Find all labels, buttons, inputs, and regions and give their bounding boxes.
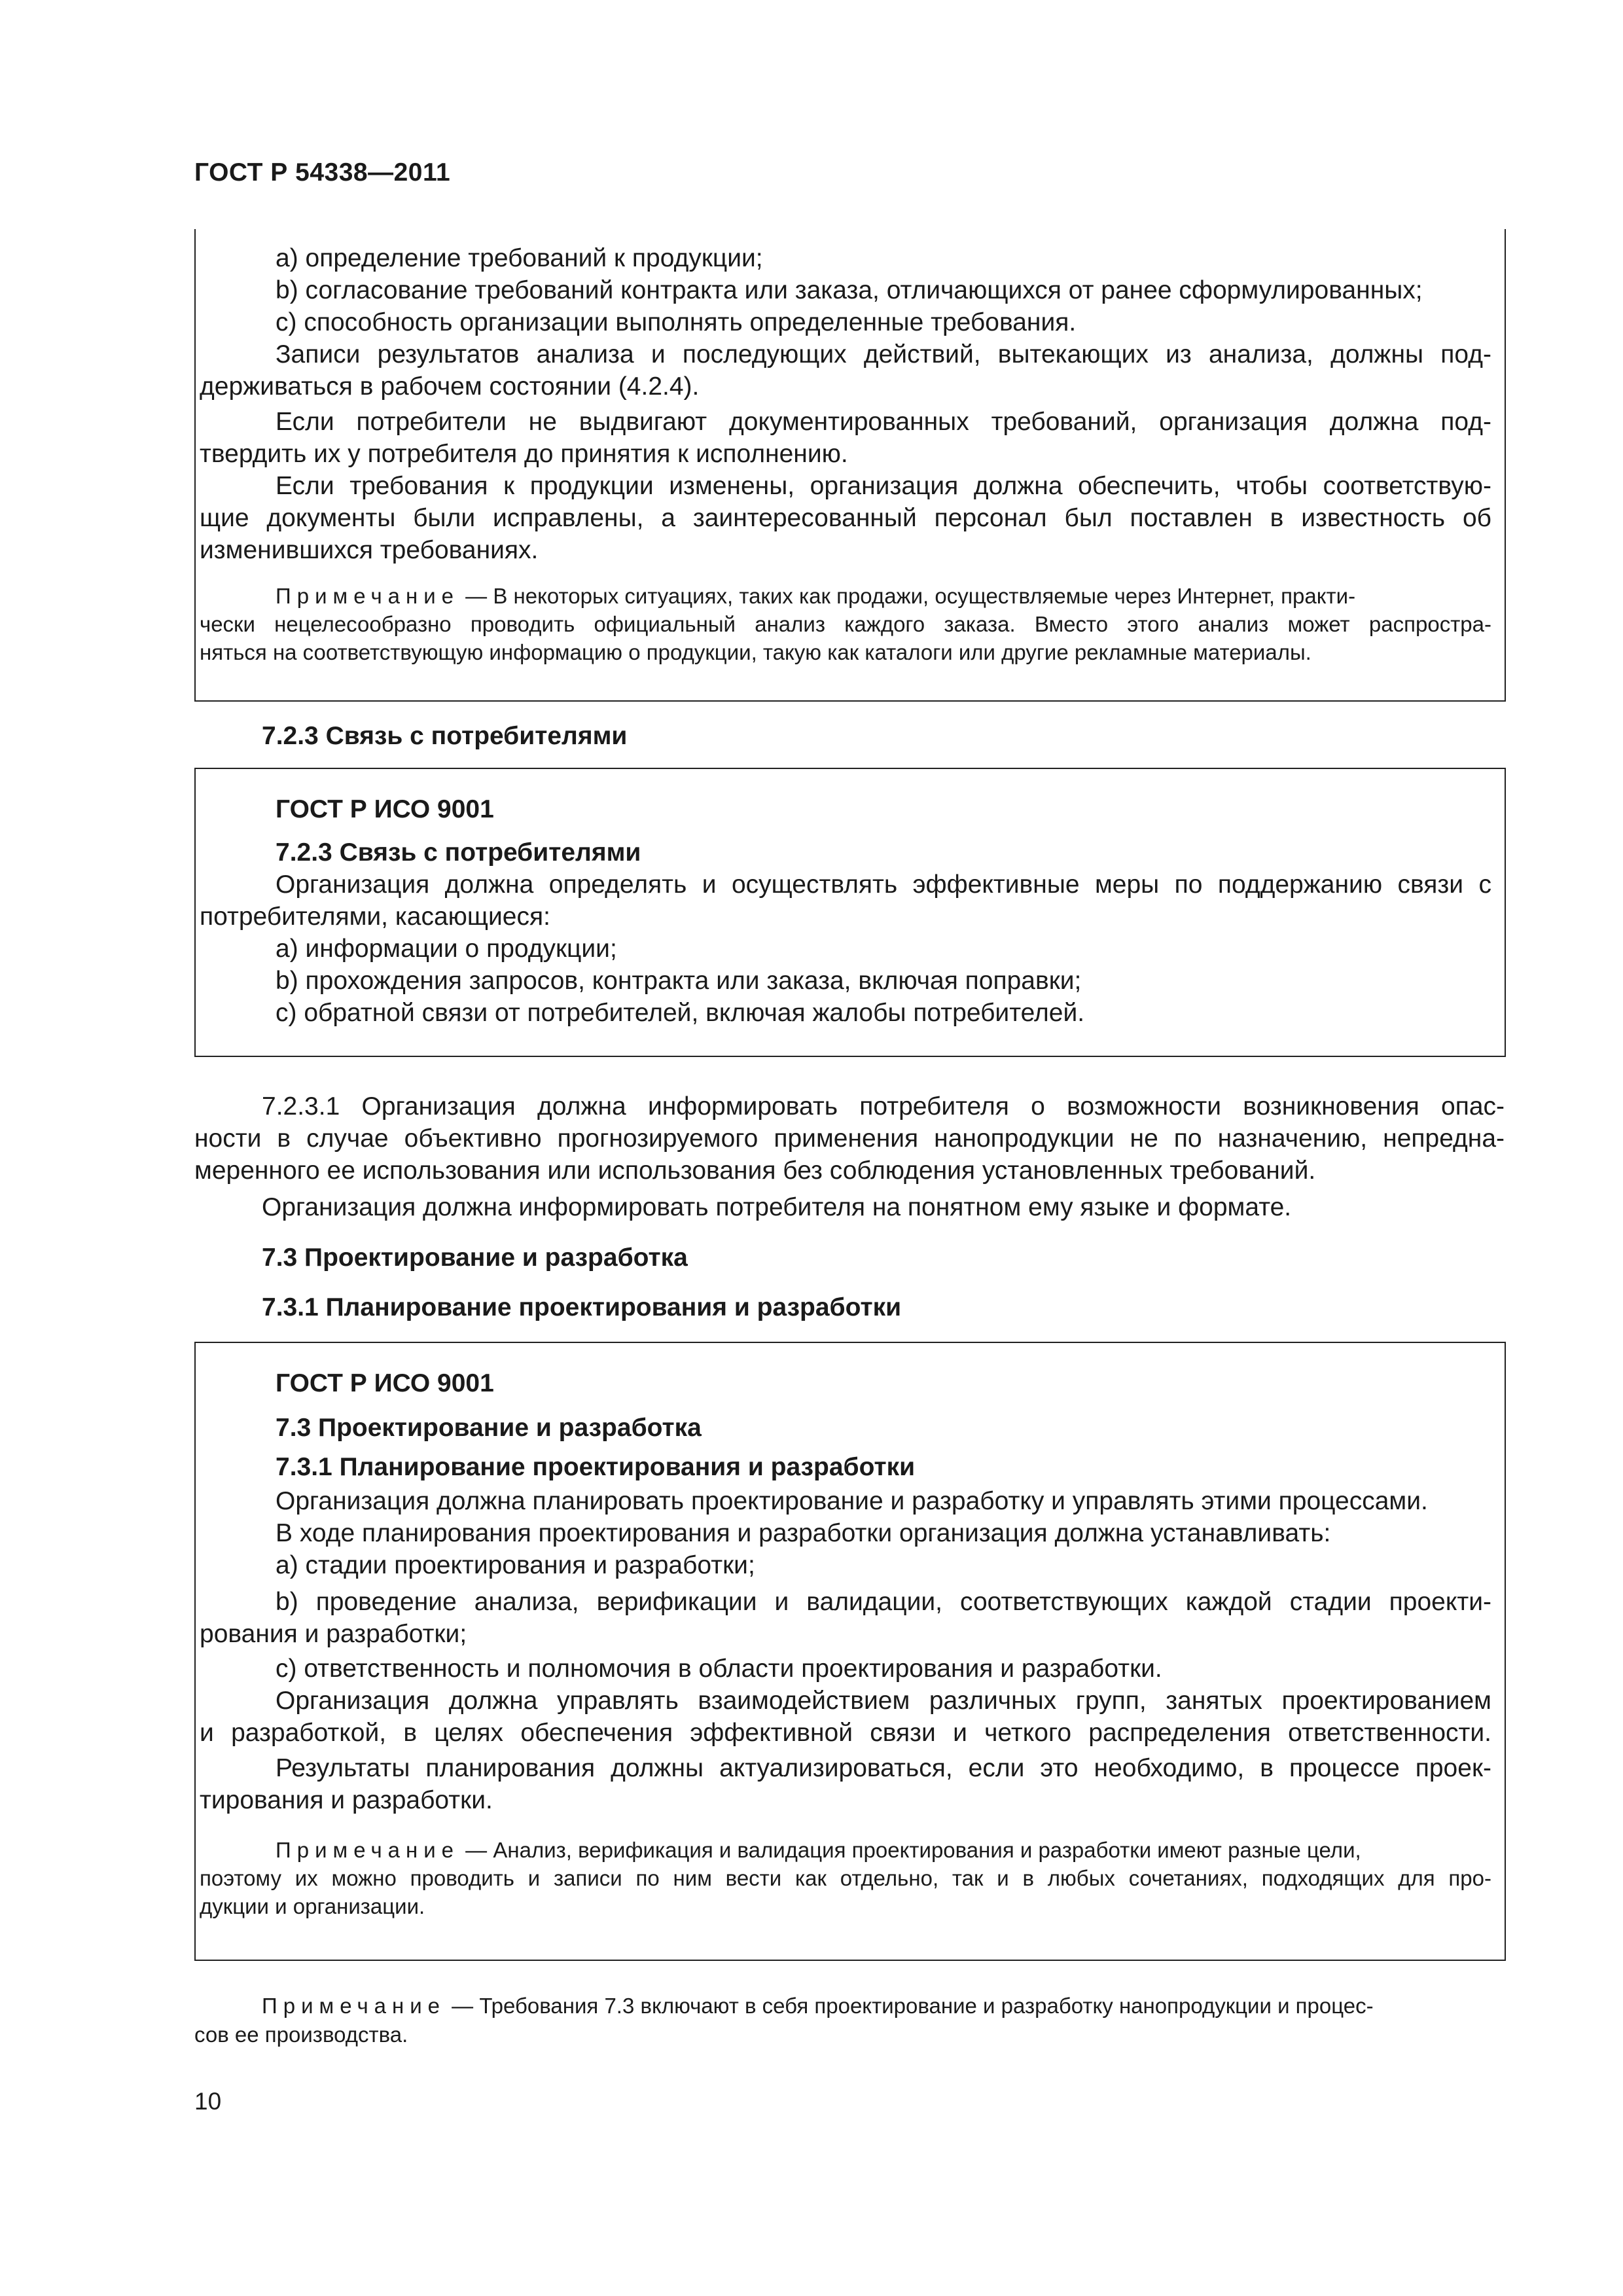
paragraph-line: Записи результатов анализа и последующих действий, вытекающих из анализа, должны под- <box>276 340 1491 368</box>
paragraph-line: Если требования к продукции изменены, организация должна обеспечить, чтобы соответствую- <box>276 472 1491 500</box>
list-item: b) проведение анализа, верификации и валидации, соответствующих каждой стадии проекти- <box>276 1588 1491 1616</box>
list-item: a) стадии проектирования и разработки; <box>276 1551 755 1579</box>
list-item: a) информации о продукции; <box>276 935 617 963</box>
note-text: — В некоторых ситуациях, таких как продажи, осуществляемые через Интернет, практи- <box>459 584 1356 608</box>
box-heading: 7.3.1 Планирование проектирования и разработки <box>276 1453 916 1481</box>
note-line: дукции и организации. <box>200 1894 425 1918</box>
paragraph-line: Результаты планирования должны актуализироваться, если это необходимо, в процессе проек- <box>276 1754 1491 1782</box>
paragraph-line: твердить их у потребителя до принятия к исполнению. <box>200 440 848 468</box>
note-label: Примечание <box>276 1838 460 1862</box>
note-line: поэтому их можно проводить и записи по ним вести как отдельно, так и в любых сочетаниях, подходящих для про- <box>200 1866 1491 1890</box>
note-label: Примечание <box>276 584 460 608</box>
document-header: ГОСТ Р 54338—2011 <box>194 158 451 187</box>
paragraph-line: тирования и разработки. <box>200 1786 493 1814</box>
standard-reference: ГОСТ Р ИСО 9001 <box>276 795 494 823</box>
section-heading: 7.3.1 Планирование проектирования и разработки <box>262 1293 902 1321</box>
list-item: c) способность организации выполнять определенные требования. <box>276 308 1077 336</box>
paragraph-line: держиваться в рабочем состоянии (4.2.4). <box>200 372 700 401</box>
note-line <box>276 1839 1491 1861</box>
note-line <box>262 1995 1505 2017</box>
note-line <box>276 585 1491 607</box>
section-heading: 7.3 Проектирование и разработка <box>262 1244 688 1272</box>
paragraph-line: щие документы были исправлены, а заинтересованный персонал был поставлен в известность об <box>200 504 1491 532</box>
paragraph-line: Организация должна управлять взаимодействием различных групп, занятых проектированием <box>276 1687 1491 1715</box>
paragraph-line: рования и разработки; <box>200 1620 467 1648</box>
standard-reference: ГОСТ Р ИСО 9001 <box>276 1369 494 1397</box>
list-item: b) прохождения запросов, контракта или заказа, включая поправки; <box>276 967 1082 995</box>
paragraph-line: Организация должна определять и осуществлять эффективные меры по поддержанию связи с <box>276 870 1491 899</box>
paragraph-line: меренного ее использования или использования без соблюдения установленных требований. <box>194 1157 1316 1185</box>
list-item: b) согласование требований контракта или заказа, отличающихся от ранее сформулированных; <box>276 276 1423 304</box>
paragraph-line: изменившихся требованиях. <box>200 536 539 564</box>
box-heading: 7.3 Проектирование и разработка <box>276 1414 702 1442</box>
list-item: c) обратной связи от потребителей, включая жалобы потребителей. <box>276 999 1085 1027</box>
note-text: — Анализ, верификация и валидация проектирования и разработки имеют разные цели, <box>459 1838 1361 1862</box>
paragraph-line: ности в случае объективно прогнозируемого применения нанопродукции не по назначению, непредна- <box>194 1124 1505 1153</box>
paragraph-line: Если потребители не выдвигают документированных требований, организация должна под- <box>276 408 1491 436</box>
paragraph-line: Организация должна информировать потребителя на понятном ему языке и формате. <box>262 1193 1292 1221</box>
box-heading: 7.2.3 Связь с потребителями <box>276 838 641 867</box>
paragraph-line: 7.2.3.1 Организация должна информировать потребителя о возможности возникновения опас- <box>262 1092 1505 1121</box>
note-line: чески нецелесообразно проводить официальный анализ каждого заказа. Вместо этого анализ может распростра- <box>200 612 1491 636</box>
note-text: — Требования 7.3 включают в себя проектирование и разработку нанопродукции и процес- <box>446 1994 1374 2018</box>
list-item: a) определение требований к продукции; <box>276 244 763 272</box>
paragraph-line: В ходе планирования проектирования и разработки организация должна устанавливать: <box>276 1519 1331 1547</box>
list-item: c) ответственность и полномочия в области проектирования и разработки. <box>276 1655 1162 1683</box>
note-line: сов ее производства. <box>194 2022 408 2047</box>
paragraph-line: Организация должна планировать проектирование и разработку и управлять этими процессами. <box>276 1487 1428 1515</box>
paragraph-line: и разработкой, в целях обеспечения эффективной связи и четкого распределения ответственности. <box>200 1719 1491 1747</box>
section-heading: 7.2.3 Связь с потребителями <box>262 722 628 750</box>
page-number: 10 <box>194 2088 222 2115</box>
paragraph-line: потребителями, касающиеся: <box>200 903 550 931</box>
note-line: няться на соответствующую информацию о продукции, такую как каталоги или другие рекламные материалы. <box>200 640 1311 664</box>
note-label: Примечание <box>262 1994 446 2018</box>
